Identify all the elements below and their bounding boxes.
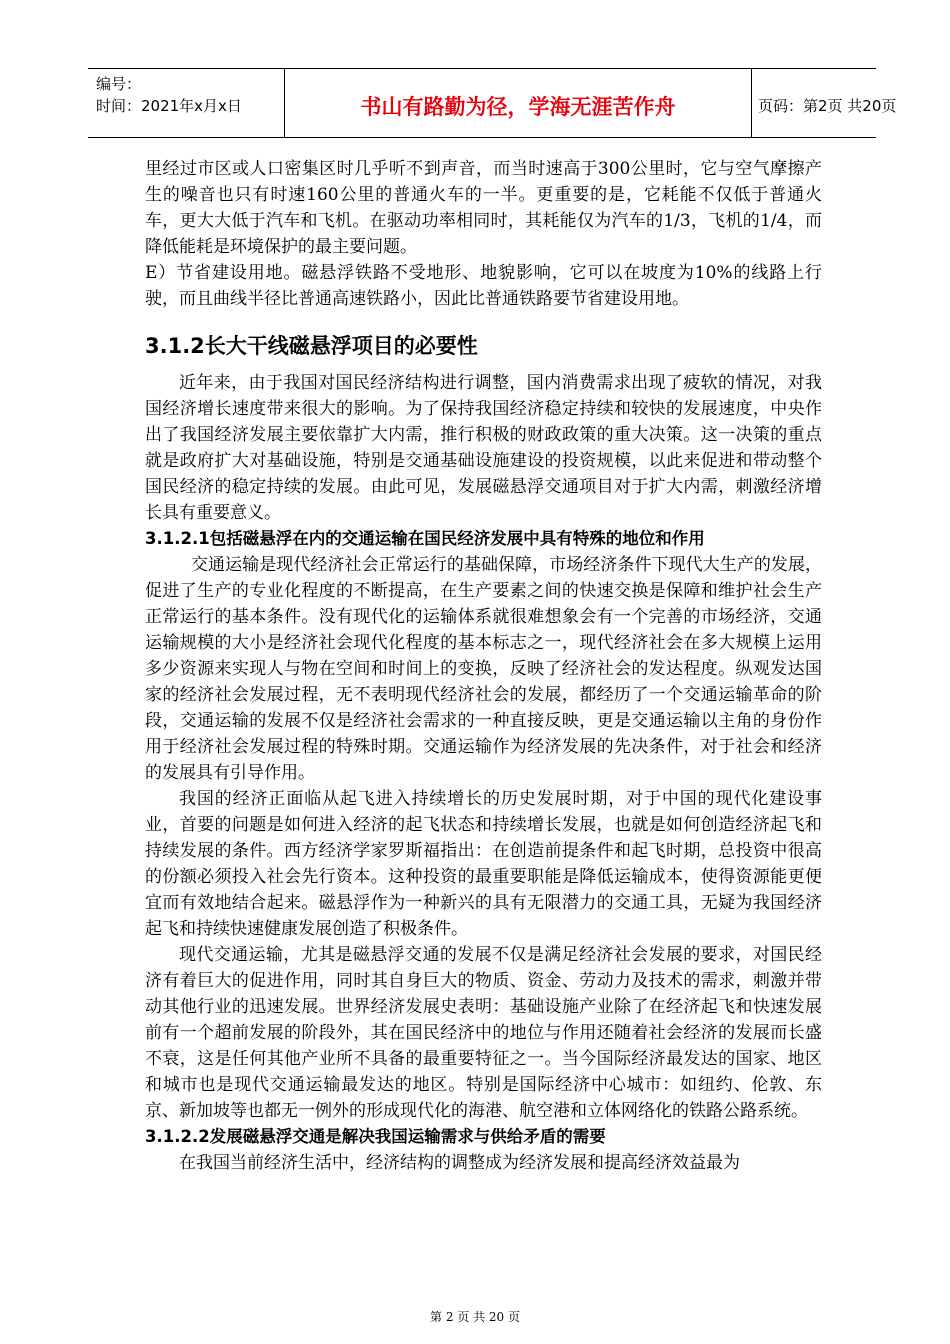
header-motto: 书山有路勤为径，学海无涯苦作舟 [360,95,676,119]
document-number-label: 编号： [96,75,142,93]
document-time-label: 时间：2021年x月x日 [96,97,242,115]
header-motto-cell [284,69,752,137]
paragraph-domestic-demand: 近年来，由于我国对国民经济结构进行调整，国内消费需求出现了疲软的情况，对我国经济增长速度带来很大的影响。为了保持我国经济稳定持续和较快的发展速度，中央作出了我国经济发展主要依靠扩大内需，推行积极的财政政策的重大决策。这一决策的重点就是政府扩大对基础设施，特别是交通基础设施建设的投资规模，以此来促进和带动整个国民经济的稳定持续的发展。由此可见，发展磁悬浮交通项目对于扩大内需，刺激经济增长具有重要意义。 [145,373,822,523]
section-title: 3.1.2长大干线磁悬浮项目的必要性 [145,334,478,358]
page-footer: 第 2 页 共 20 页 [430,1310,520,1324]
document-body [145,156,822,1176]
page-header [88,68,897,138]
header-page-info: 页码：第2页 共20页 [758,97,897,115]
subsection-title-1: 3.1.2.1包括磁悬浮在内的交通运输在国民经济发展中具有特殊的地位和作用 [145,529,705,548]
paragraph-land-saving: E）节省建设用地。磁悬浮铁路不受地形、地貌影响，它可以在坡度为10%的线路上行驶，而且曲线半径比普通高速铁路小，因此比普通铁路要节省建设用地。 [145,263,822,309]
subsection-title-2: 3.1.2.2发展磁悬浮交通是解决我国运输需求与供给矛盾的需要 [145,1127,606,1146]
paragraph-modern-transport: 现代交通运输，尤其是磁悬浮交通的发展不仅是满足经济社会发展的要求，对国民经济有着巨大的促进作用，同时其自身巨大的物质、资金、劳动力及技术的需求，刺激并带动其他行业的迅速发展。世界经济发展史表明：基础设施产业除了在经济起飞和快速发展前有一个超前发展的阶段外，其在国民经济中的地位与作用还随着社会经济的发展而长盛不衰，这是任何其他产业所不具备的最重要特征之一。当今国际经济最发达的国家、地区和城市也是现代交通运输最发达的地区。特别是国际经济中心城市：如纽约、伦敦、东京、新加坡等也都无一例外的形成现代化的海港、航空港和立体网络化的铁路公路系统。 [145,945,822,1121]
paragraph-transport-foundation: 交通运输是现代经济社会正常运行的基础保障，市场经济条件下现代大生产的发展，促进了生产的专业化程度的不断提高，在生产要素之间的快速交换是保障和维护社会生产正常运行的基本条件。没有现代化的运输体系就很难想象会有一个完善的市场经济，交通运输规模的大小是经济社会现代化程度的基本标志之一，现代经济社会在多大规模上运用多少资源来实现人与物在空间和时间上的变换，反映了经济社会的发达程度。纵观发达国家的经济社会发展过程，无不表明现代经济社会的发展，都经历了一个交通运输革命的阶段，交通运输的发展不仅是经济社会需求的一种直接反映，更是交通运输以主角的身份作用于经济社会发展过程的特殊时期。交通运输作为经济发展的先决条件，对于社会和经济的发展具有引导作用。 [145,555,822,783]
paragraph-noise-energy: 里经过市区或人口密集区时几乎听不到声音，而当时速高于300公里时，它与空气摩擦产生的噪音也只有时速160公里的普通火车的一半。更重要的是，它耗能不仅低于普通火车，更大大低于汽车和飞机。在驱动功率相同时，其耗能仅为汽车的1/3，飞机的1/4，而降低能耗是环境保护的最主要问题。 [145,159,822,257]
paragraph-supply-demand: 在我国当前经济生活中，经济结构的调整成为经济发展和提高经济效益最为 [179,1153,740,1173]
header-meta-cell [88,69,284,137]
header-page-cell [750,69,897,137]
paragraph-economic-takeoff: 我国的经济正面临从起飞进入持续增长的历史发展时期，对于中国的现代化建设事业，首要的问题是如何进入经济的起飞状态和持续增长发展，也就是如何创造经济起飞和持续发展的条件。西方经济学家罗斯福指出：在创造前提条件和起飞时期，总投资中很高的份额必须投入社会先行资本。这种投资的最重要职能是降低运输成本，使得资源能更便宜而有效地结合起来。磁悬浮作为一种新兴的具有无限潜力的交通工具，无疑为我国经济起飞和持续快速健康发展创造了积极条件。 [145,789,822,939]
